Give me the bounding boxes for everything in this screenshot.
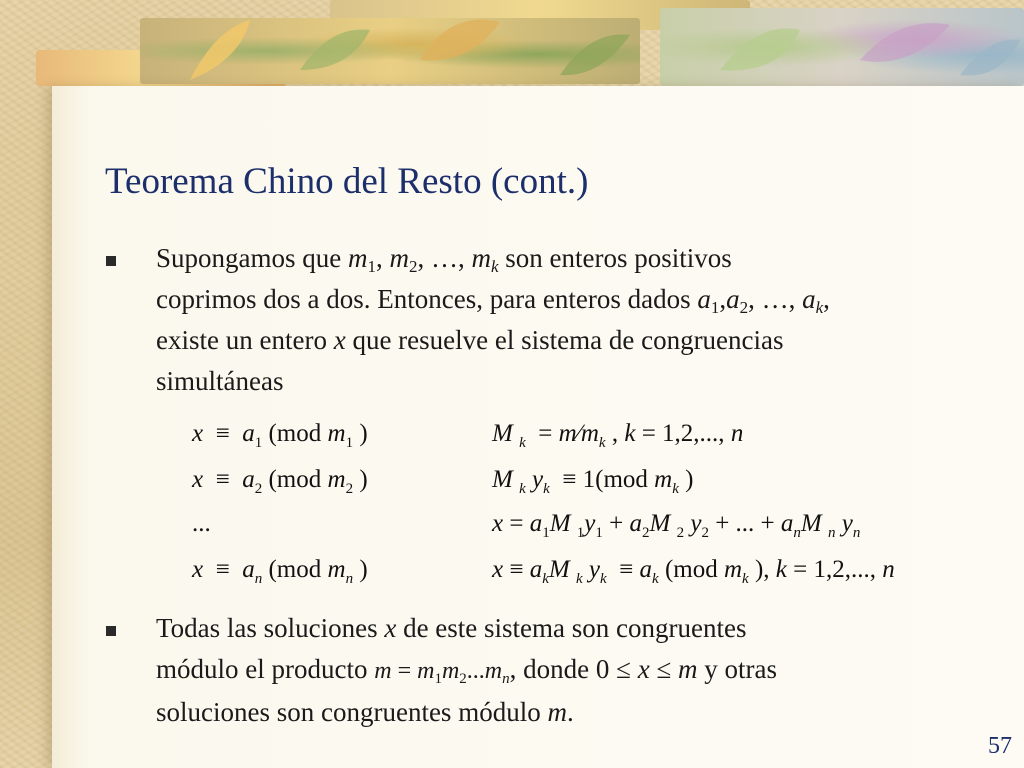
equation-right-3: $x = a_1M$ $_1y_1 + a_2M$ $_2$ $y_2$ + ... + $a_nM$ $_n$ $y_n$ xyxy=(492,510,861,541)
equation-right-1: M $_k = m∕m_k$ , k = 1,2,..., n xyxy=(492,420,744,451)
leaf-collage-banner xyxy=(0,0,1024,100)
equation-left-1: $x \equiv a_1$ (mod $m_1$ ) xyxy=(192,420,368,451)
paragraph-line: coprimos dos a dos. Entonces, para enteros dados $a_1,a_2$, …, $a_k$, xyxy=(156,284,830,317)
bullet-paragraph-2 xyxy=(156,608,1016,733)
paragraph-line: módulo el producto $m = m_1m_2...m_n$, donde 0 ≤ x ≤ m y otras xyxy=(156,654,777,687)
slide-title: Teorema Chino del Resto (cont.) xyxy=(105,161,589,202)
equation-right-4: $x \equiv a_kM$ $_k$ $y_k \equiv a_k$ (mod $m_k$ ), k = 1,2,..., n xyxy=(492,556,895,587)
equation-left-2: $x \equiv a_2$ (mod $m_2$ ) xyxy=(192,466,368,497)
leaf-decoration-icon xyxy=(0,0,1024,100)
bullet-marker xyxy=(106,256,116,266)
page-number: 57 xyxy=(988,733,1012,759)
bullet-marker xyxy=(106,626,116,636)
paragraph-line: Todas las soluciones x de este sistema son congruentes xyxy=(156,613,747,643)
equation-left-3: ... xyxy=(192,510,211,537)
paragraph-line: simultáneas xyxy=(156,366,284,396)
equation-right-2: M $_k$ $y_k \equiv 1(mod$ $m_k$ ) xyxy=(492,466,694,497)
paragraph-line: existe un entero x que resuelve el sistema de congruencias xyxy=(156,325,784,355)
bullet-paragraph-1 xyxy=(156,238,1016,402)
equation-left-4: $x \equiv a_n$ (mod $m_n$ ) xyxy=(192,556,368,587)
product-formula: $m = m_1m_2...m_n$ xyxy=(374,658,510,687)
paragraph-line: soluciones son congruentes módulo m. xyxy=(156,697,574,727)
paragraph-line: Supongamos que $m_1$, $m_2$, …, $m_k$ son enteros positivos xyxy=(156,243,732,276)
